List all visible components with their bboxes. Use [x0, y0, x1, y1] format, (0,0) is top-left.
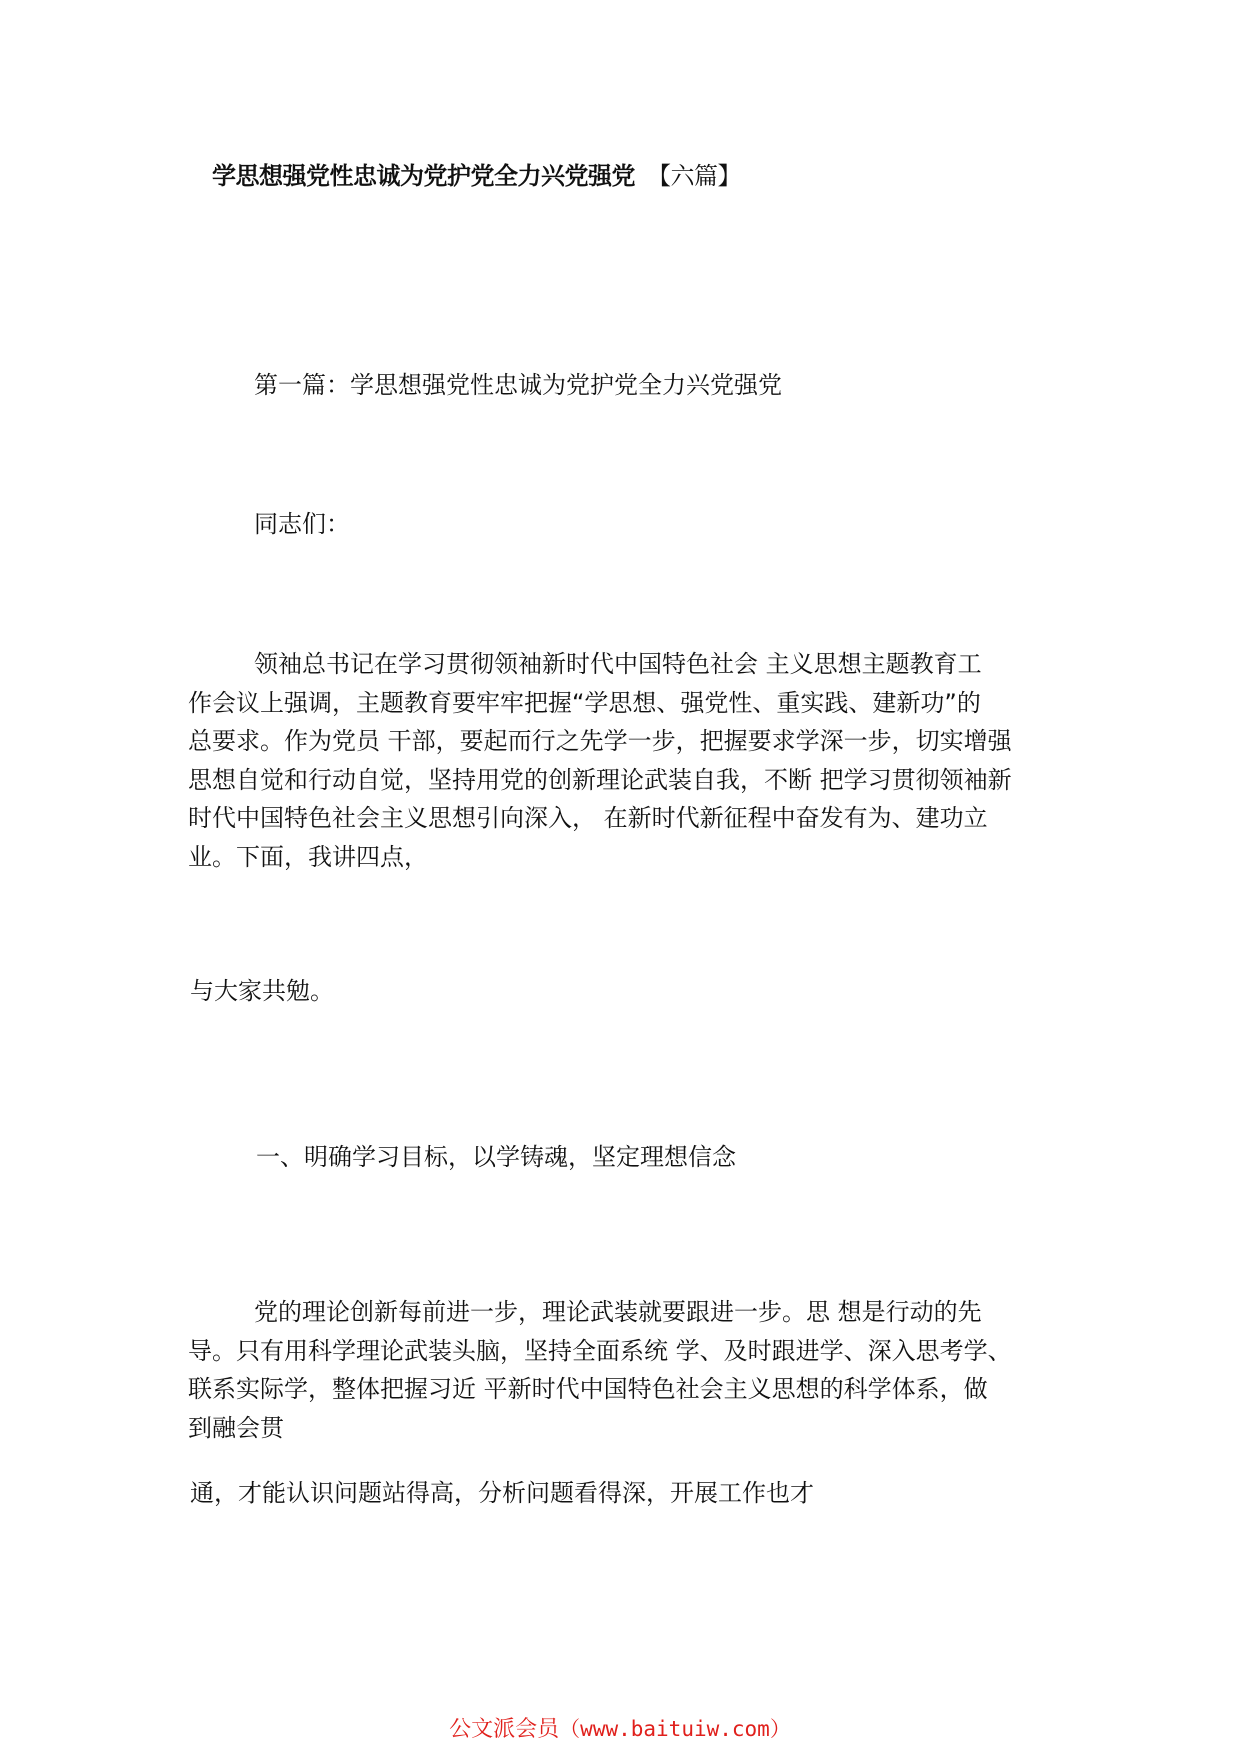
paragraph-1-tail: 与大家共勉。 — [190, 977, 334, 1005]
paragraph-2 — [188, 1293, 1068, 1447]
section-heading: 第一篇：学思想强党性忠诚为党护党全力兴党强党 — [254, 371, 782, 399]
footer-brand: 公文派会员 — [449, 1717, 560, 1742]
document-title — [212, 156, 741, 191]
paragraph-2-row: 联系实际学，整体把握习近 平新时代中国特色社会主义思想的科学体系，做 — [188, 1375, 988, 1403]
paragraph-1-row: 领袖总书记在学习贯彻领袖新时代中国特色社会 主义思想主题教育工 — [254, 650, 982, 678]
paragraph-1-row: 总要求。作为党员 干部，要起而行之先学一步，把握要求学深一步，切实增强 — [188, 727, 1012, 755]
point-1-heading: 一、明确学习目标，以学铸魂，坚定理想信念 — [256, 1143, 736, 1171]
paragraph-2-tail: 通，才能认识问题站得高，分析问题看得深，开展工作也才 — [190, 1479, 814, 1507]
paragraph-2-row: 党的理论创新每前进一步，理论武装就要跟进一步。思 想是行动的先 — [254, 1298, 982, 1326]
paragraph-1-row: 作会议上强调，主题教育要牢牢把握“学思想、强党性、重实践、建新功”的 — [188, 688, 981, 717]
paragraph-2-row: 到融会贯 — [188, 1413, 284, 1442]
footer-url[interactable]: （www.baituiw.com） — [559, 1717, 791, 1741]
document-title-text: 学思想强党性忠诚为党护党全力兴党强党 — [212, 162, 635, 190]
paragraph-2-row: 导。只有用科学理论武装头脑，坚持全面系统 学、及时跟进学、深入思考学、 — [188, 1336, 1012, 1365]
paragraph-1-row: 业。下面，我讲四点， — [188, 842, 428, 871]
paragraph-1 — [188, 645, 1068, 876]
document-title-suffix: 【六篇】 — [647, 162, 741, 190]
paragraph-1-row: 时代中国特色社会主义思想引向深入， 在新时代新征程中奋发有为、建功立 — [188, 804, 988, 832]
greeting: 同志们： — [254, 510, 350, 538]
paragraph-1-row: 思想自觉和行动自觉，坚持用党的创新理论武装自我，不断 把学习贯彻领袖新 — [188, 765, 1012, 794]
footer-watermark[interactable] — [0, 1712, 1240, 1743]
